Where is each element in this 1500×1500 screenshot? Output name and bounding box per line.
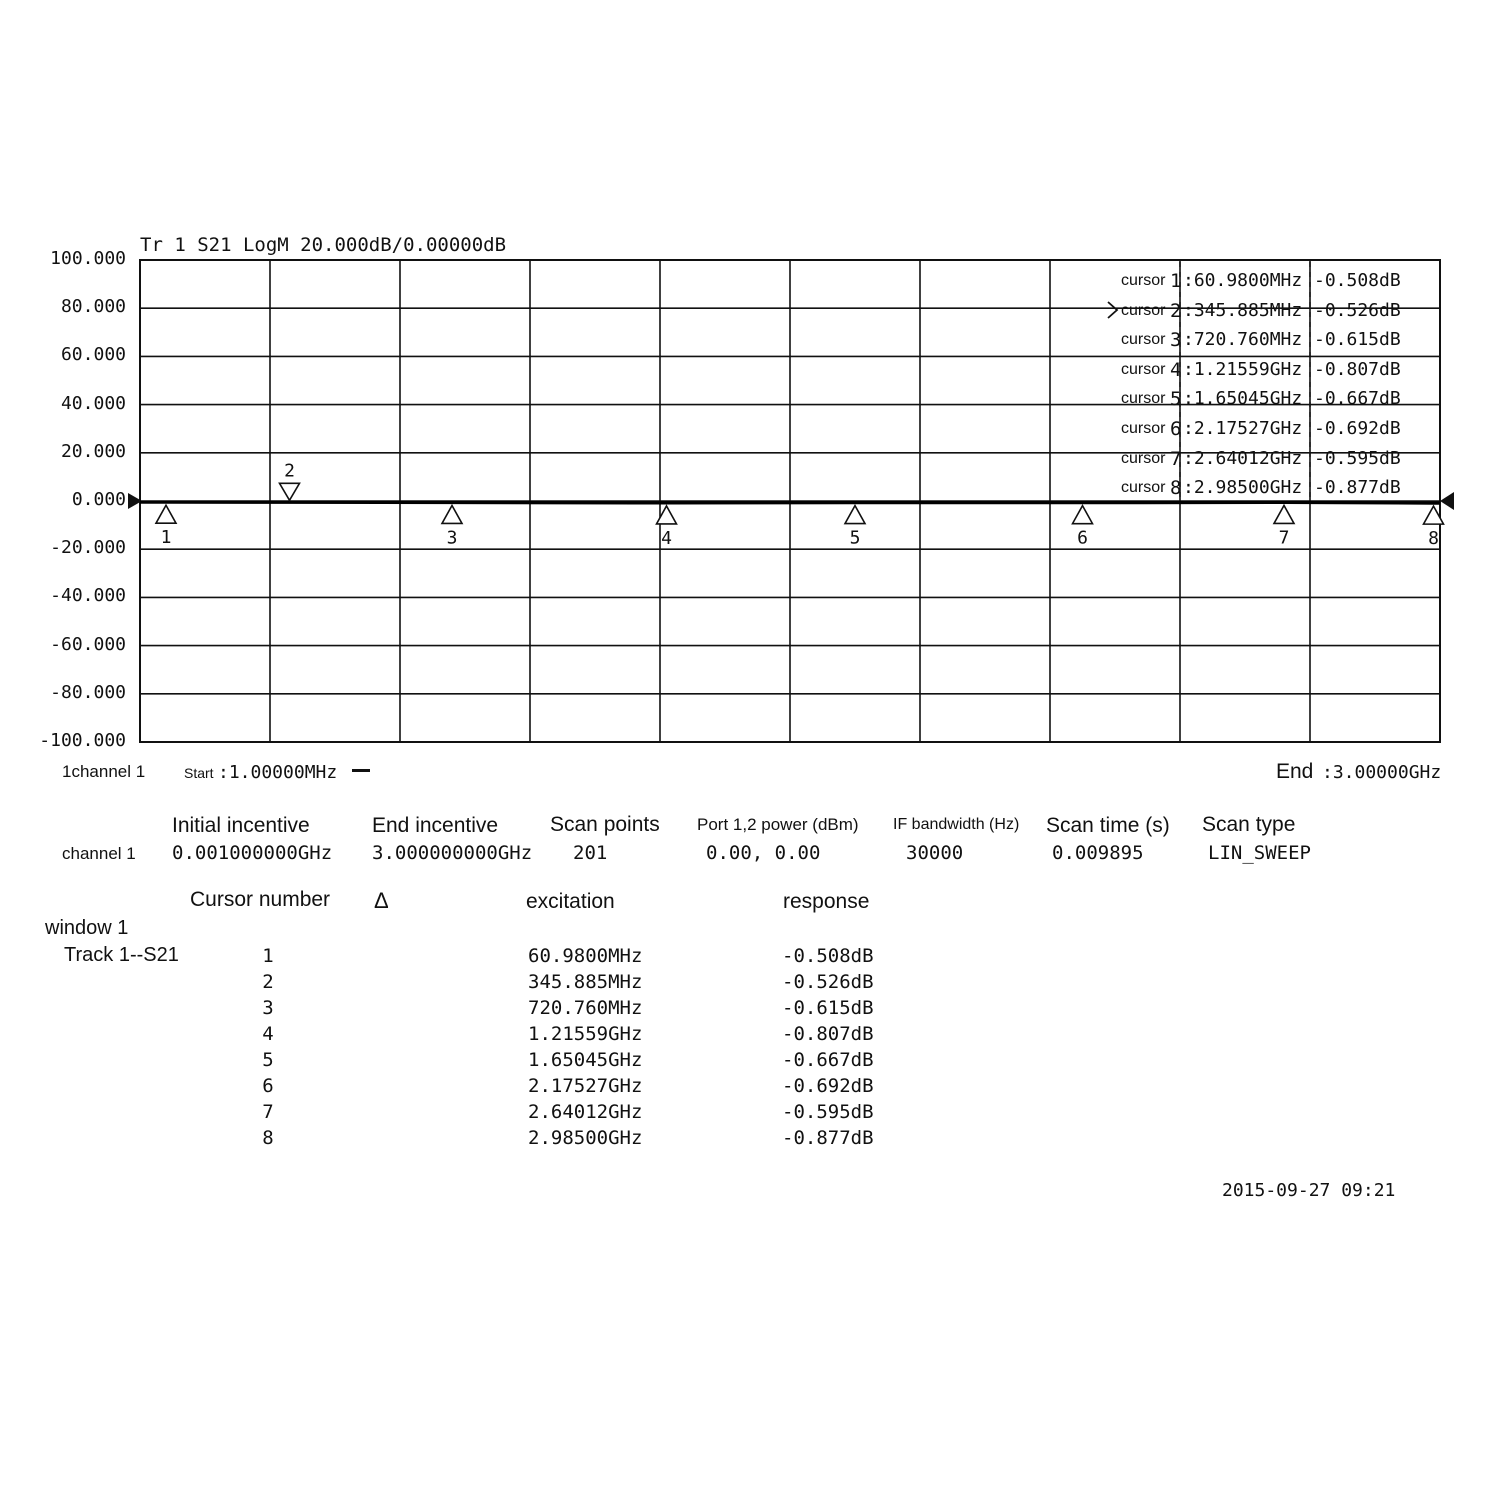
- header-cursor-number: Cursor number: [190, 888, 331, 911]
- cursor-readout-label: cursor: [1121, 390, 1166, 408]
- marker-down-triangle: [280, 483, 300, 500]
- y-tick-label: -20.000: [50, 537, 126, 559]
- cursor-row-response: -0.667dB: [782, 1049, 874, 1071]
- s21-trace: [140, 502, 1440, 503]
- header-scan-type: Scan type: [1202, 813, 1296, 836]
- cursor-readout-number: 5: [1170, 388, 1182, 411]
- track-label: Track 1--S21: [64, 944, 179, 966]
- cursor-row-response: -0.877dB: [782, 1127, 874, 1149]
- cursor-row-response: -0.526dB: [782, 971, 874, 993]
- header-scan-points: Scan points: [550, 813, 660, 836]
- cursor-row-response: -0.595dB: [782, 1101, 874, 1123]
- cursor-row-excitation: 2.17527GHz: [528, 1075, 643, 1097]
- y-tick-label: 80.000: [60, 296, 126, 318]
- cursor-row-number: 2: [262, 971, 274, 993]
- marker-label: 7: [1278, 527, 1290, 549]
- cursor-readout-label: cursor: [1121, 301, 1166, 319]
- cursor-readout-level: -0.877dB: [1314, 477, 1401, 499]
- cursor-row-excitation: 2.98500GHz: [528, 1127, 643, 1149]
- cursor-readout-level: -0.615dB: [1314, 329, 1401, 351]
- settings-row-label: channel 1: [62, 844, 136, 863]
- marker-label: 6: [1077, 527, 1088, 549]
- header-excitation: excitation: [526, 890, 615, 913]
- y-tick-label: 60.000: [60, 344, 126, 366]
- header-response: response: [783, 890, 870, 913]
- active-cursor-pointer: [1108, 302, 1117, 318]
- cursor-row-response: -0.508dB: [782, 945, 874, 967]
- value-port-power: 0.00, 0.00: [706, 842, 821, 864]
- value-if-bandwidth: 30000: [906, 842, 964, 864]
- cursor-readout-number: 3: [1170, 329, 1182, 352]
- marker-label: 8: [1428, 528, 1439, 550]
- cursor-row-number: 7: [262, 1101, 274, 1123]
- cursor-row-excitation: 60.9800MHz: [528, 945, 643, 967]
- cursor-readout-number: 7: [1170, 447, 1182, 470]
- cursor-row-number: 1: [262, 945, 274, 967]
- trace-header: Tr 1 S21 LogM 20.000dB/0.00000dB: [140, 234, 507, 256]
- y-tick-label: -40.000: [50, 585, 126, 607]
- value-end-incentive: 3.000000000GHz: [372, 842, 533, 864]
- y-tick-label: 0.000: [71, 489, 126, 510]
- cursor-readout-frequency: :2.98500GHz: [1183, 477, 1303, 499]
- marker-up-triangle: [1072, 506, 1092, 524]
- y-tick-label: 40.000: [60, 392, 126, 414]
- header-end-incentive: End incentive: [372, 814, 499, 837]
- y-tick-label: -80.000: [50, 681, 126, 703]
- cursor-row-excitation: 345.885MHz: [528, 971, 643, 993]
- timestamp: 2015-09-27 09:21: [1222, 1180, 1396, 1201]
- cursor-readout-label: cursor: [1121, 360, 1166, 378]
- cursor-readout-frequency: :345.885MHz: [1183, 299, 1303, 321]
- marker-label: 5: [849, 527, 861, 549]
- y-tick-label: -100.000: [39, 730, 126, 751]
- marker-up-triangle: [156, 505, 176, 523]
- value-scan-time: 0.009895: [1052, 842, 1144, 864]
- marker-label: 4: [661, 527, 672, 549]
- header-initial-incentive: Initial incentive: [172, 814, 310, 837]
- cursor-row-number: 6: [262, 1075, 274, 1097]
- cursor-row-number: 8: [262, 1127, 274, 1149]
- end-label: End: [1276, 760, 1314, 783]
- cursor-row-response: -0.692dB: [782, 1075, 874, 1097]
- cursor-readout-label: cursor: [1121, 449, 1166, 467]
- marker-label: 2: [284, 460, 295, 482]
- start-value: :1.00000MHz: [218, 762, 338, 783]
- y-tick-label: 20.000: [60, 440, 126, 462]
- cursor-row-number: 5: [262, 1049, 274, 1071]
- cursor-readout-frequency: :2.64012GHz: [1183, 447, 1303, 469]
- marker-up-triangle: [845, 506, 865, 524]
- cursor-row-number: 3: [262, 997, 274, 1019]
- reference-right-arrow: [1440, 492, 1454, 510]
- cursor-readout-frequency: :1.21559GHz: [1183, 358, 1303, 380]
- cursor-row-excitation: 1.21559GHz: [528, 1023, 643, 1045]
- marker-up-triangle: [442, 505, 462, 523]
- header-if-bandwidth: IF bandwidth (Hz): [893, 816, 1020, 833]
- cursor-readout-number: 8: [1170, 477, 1182, 500]
- cursor-readout-level: -0.667dB: [1314, 388, 1401, 410]
- cursor-readout-level: -0.526dB: [1314, 299, 1401, 321]
- cursor-readout-number: 2: [1170, 299, 1182, 322]
- cursor-readout-frequency: :60.9800MHz: [1183, 270, 1303, 291]
- cursor-readout-number: 6: [1170, 418, 1182, 440]
- marker-label: 1: [160, 527, 172, 549]
- cursor-readout-level: -0.508dB: [1314, 270, 1401, 291]
- cursor-readout-number: 4: [1170, 358, 1182, 381]
- cursor-readout-frequency: :1.65045GHz: [1183, 388, 1303, 410]
- value-initial-incentive: 0.001000000GHz: [172, 842, 333, 864]
- start-label: Start: [184, 765, 214, 781]
- cursor-row-excitation: 1.65045GHz: [528, 1049, 643, 1071]
- header-port-power: Port 1,2 power (dBm): [697, 815, 859, 834]
- cursor-readout-label: cursor: [1121, 272, 1166, 289]
- channel-label: 1channel 1: [62, 762, 146, 781]
- cursor-row-response: -0.615dB: [782, 997, 874, 1019]
- end-value: :3.00000GHz: [1322, 762, 1442, 783]
- value-scan-type: LIN_SWEEP: [1208, 842, 1311, 864]
- delta-icon: Δ: [374, 888, 389, 913]
- y-tick-label: -60.000: [50, 633, 126, 655]
- cursor-readout-label: cursor: [1121, 479, 1166, 497]
- cursor-readout-frequency: :2.17527GHz: [1183, 418, 1303, 439]
- cursor-readout-level: -0.807dB: [1314, 358, 1401, 380]
- header-scan-time: Scan time (s): [1046, 814, 1170, 837]
- cursor-row-excitation: 720.760MHz: [528, 997, 643, 1019]
- cursor-readout-label: cursor: [1121, 420, 1166, 437]
- marker-up-triangle: [1274, 505, 1294, 523]
- cursor-readout-level: -0.595dB: [1314, 447, 1401, 469]
- cursor-readout-label: cursor: [1121, 331, 1166, 349]
- cursor-row-excitation: 2.64012GHz: [528, 1101, 643, 1123]
- cursor-readout-number: 1: [1170, 270, 1182, 292]
- marker-label: 3: [446, 527, 458, 549]
- value-scan-points: 201: [573, 842, 608, 864]
- window-label: window 1: [45, 917, 129, 939]
- cursor-readout-level: -0.692dB: [1314, 418, 1401, 439]
- start-dash: [352, 769, 370, 772]
- cursor-row-response: -0.807dB: [782, 1023, 874, 1045]
- y-tick-label: 100.000: [50, 248, 126, 269]
- cursor-row-number: 4: [262, 1023, 274, 1045]
- cursor-readout-frequency: :720.760MHz: [1183, 329, 1303, 351]
